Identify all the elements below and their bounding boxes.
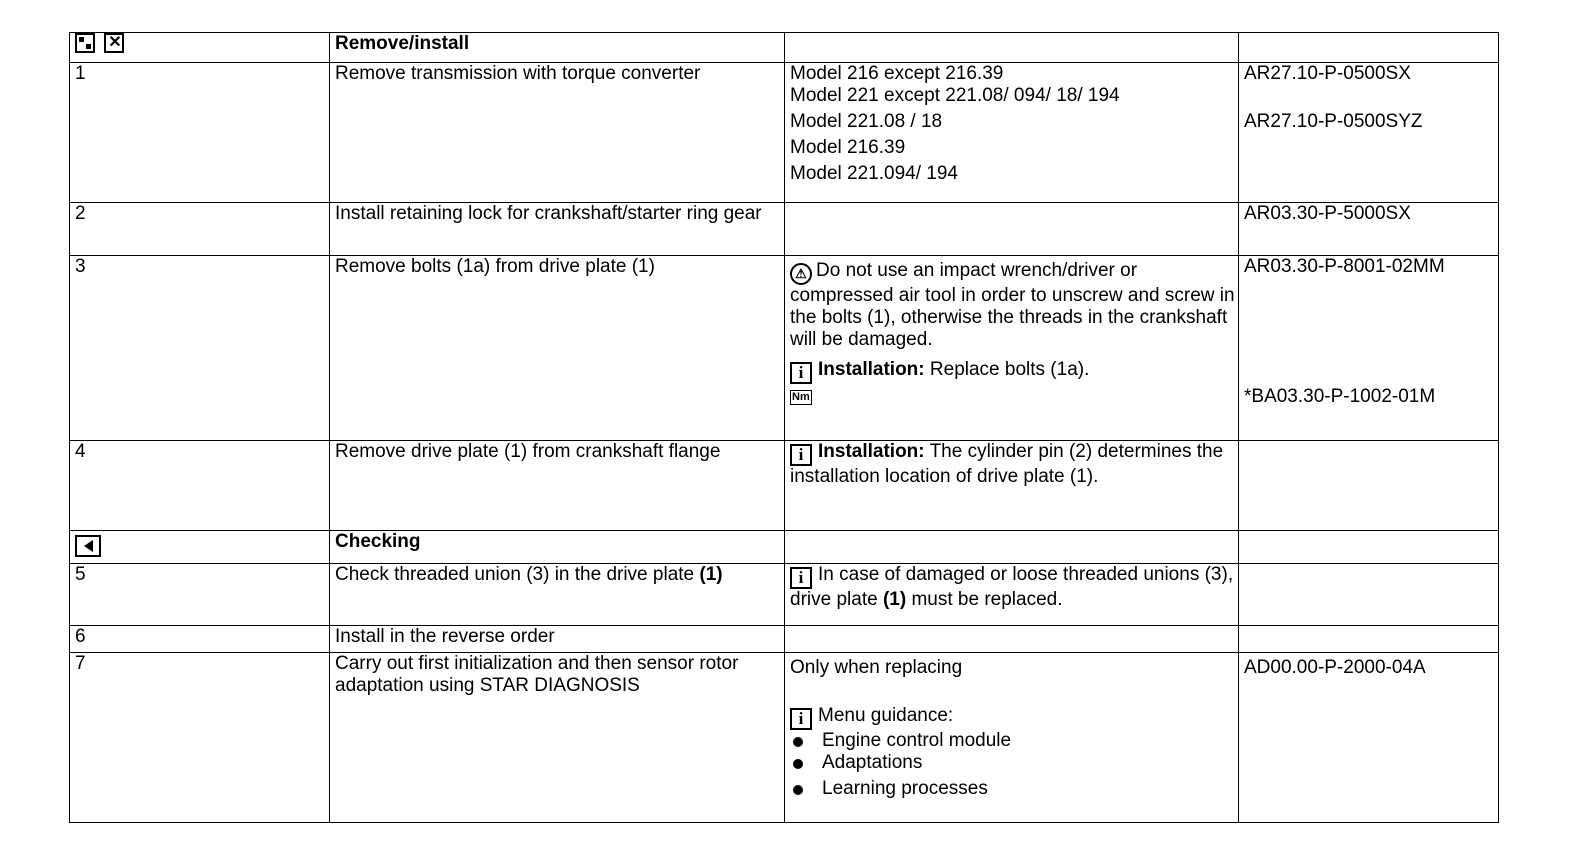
ref-link[interactable]: AR03.30-P-8001-02MM	[1244, 256, 1445, 277]
procedure-table	[69, 32, 1499, 823]
step-refs	[1239, 653, 1499, 823]
step-action: Carry out first initialization and then sensor rotor adaptation using STAR DIAGNOSIS	[330, 653, 785, 823]
model-note: Model 221.094/ 194	[790, 163, 958, 184]
menu-guidance	[790, 705, 1238, 730]
step-number: 3	[70, 256, 330, 441]
step-action: Install retaining lock for crankshaft/starter ring gear	[330, 203, 785, 256]
install-note	[790, 359, 1238, 384]
table-row	[70, 256, 1499, 441]
install-note	[790, 441, 1238, 488]
info-icon: i	[790, 567, 812, 589]
empty-cell	[785, 626, 1239, 653]
section-title: Remove/install	[330, 33, 785, 63]
note-text: In case of damaged or loose threaded unions (3), drive plate	[790, 564, 1234, 610]
step-number: 7	[70, 653, 330, 823]
note-text: must be replaced.	[911, 589, 1063, 610]
info-icon: i	[790, 444, 812, 466]
step-notes	[785, 441, 1239, 531]
step-number: 2	[70, 203, 330, 256]
torque-nm-icon[interactable]: Nm	[792, 391, 810, 403]
ref-link[interactable]: AD00.00-P-2000-04A	[1244, 657, 1426, 678]
section-icons-cell	[70, 33, 330, 63]
step-notes	[785, 653, 1239, 823]
step-action: Install in the reverse order	[330, 626, 785, 653]
warning-icon: ⚠	[790, 263, 812, 285]
info-icon: i	[790, 708, 812, 730]
step-action	[330, 564, 785, 626]
note-text: Only when replacing	[790, 657, 963, 678]
section-row-remove-install	[70, 33, 1499, 63]
step-action: Remove bolts (1a) from drive plate (1)	[330, 256, 785, 441]
model-note: Model 216.39	[790, 137, 906, 158]
step-number: 4	[70, 441, 330, 531]
menu-label: Menu guidance:	[818, 705, 954, 726]
collapse-icon[interactable]	[104, 33, 124, 53]
install-text: The cylinder pin (2) determines the installation location of drive plate (1).	[790, 441, 1224, 487]
step-notes	[785, 564, 1239, 626]
warning-note	[790, 260, 1238, 351]
step-action: Remove drive plate (1) from crankshaft flange	[330, 441, 785, 531]
table-row	[70, 626, 1499, 653]
empty-cell	[785, 531, 1239, 564]
empty-cell	[785, 33, 1239, 63]
note-text-bold: (1)	[882, 589, 907, 610]
table-row	[70, 63, 1499, 203]
ref-link[interactable]: AR27.10-P-0500SYZ	[1244, 111, 1423, 132]
empty-cell	[785, 203, 1239, 256]
action-text: Check threaded union (3) in the drive plate	[335, 564, 695, 585]
info-icon: i	[790, 362, 812, 384]
list-item: Adaptations	[790, 752, 1238, 774]
table-row	[70, 564, 1499, 626]
step-notes	[785, 63, 1239, 203]
empty-cell	[1239, 441, 1499, 531]
empty-cell	[1239, 626, 1499, 653]
model-note: Model 221.08 / 18	[790, 111, 943, 132]
ref-link[interactable]: AR27.10-P-0500SX	[1244, 63, 1411, 84]
step-refs	[1239, 203, 1499, 256]
table-row	[70, 653, 1499, 823]
step-number: 5	[70, 564, 330, 626]
ref-link[interactable]: *BA03.30-P-1002-01M	[1244, 386, 1436, 407]
table-row	[70, 441, 1499, 531]
model-note: Model 216 except 216.39	[790, 63, 1004, 84]
step-notes	[785, 256, 1239, 441]
step-number: 1	[70, 63, 330, 203]
empty-cell	[1239, 564, 1499, 626]
check-icon[interactable]	[75, 535, 101, 557]
empty-cell	[1239, 33, 1499, 63]
ref-link[interactable]: AR03.30-P-5000SX	[1244, 203, 1411, 224]
empty-cell	[1239, 531, 1499, 564]
table-row	[70, 203, 1499, 256]
step-number: 6	[70, 626, 330, 653]
section-row-checking	[70, 531, 1499, 564]
step-action: Remove transmission with torque converter	[330, 63, 785, 203]
expand-icon[interactable]	[75, 33, 95, 53]
install-label: Installation:	[818, 359, 925, 380]
info-note	[790, 564, 1238, 611]
list-item: Learning processes	[790, 778, 1238, 800]
install-label: Installation:	[818, 441, 925, 462]
section-icons-cell	[70, 531, 330, 564]
warning-text: Do not use an impact wrench/driver or compressed air tool in order to unscrew and screw in the bolts (1), otherwise the threads in the crankshaft will be damaged.	[790, 260, 1235, 350]
list-item: Engine control module	[790, 730, 1238, 752]
step-refs	[1239, 256, 1499, 441]
step-refs	[1239, 63, 1499, 203]
section-title: Checking	[330, 531, 785, 564]
action-text-bold: (1)	[699, 564, 723, 585]
install-text: Replace bolts (1a).	[929, 359, 1090, 380]
model-note: Model 221 except 221.08/ 094/ 18/ 194	[790, 85, 1120, 106]
